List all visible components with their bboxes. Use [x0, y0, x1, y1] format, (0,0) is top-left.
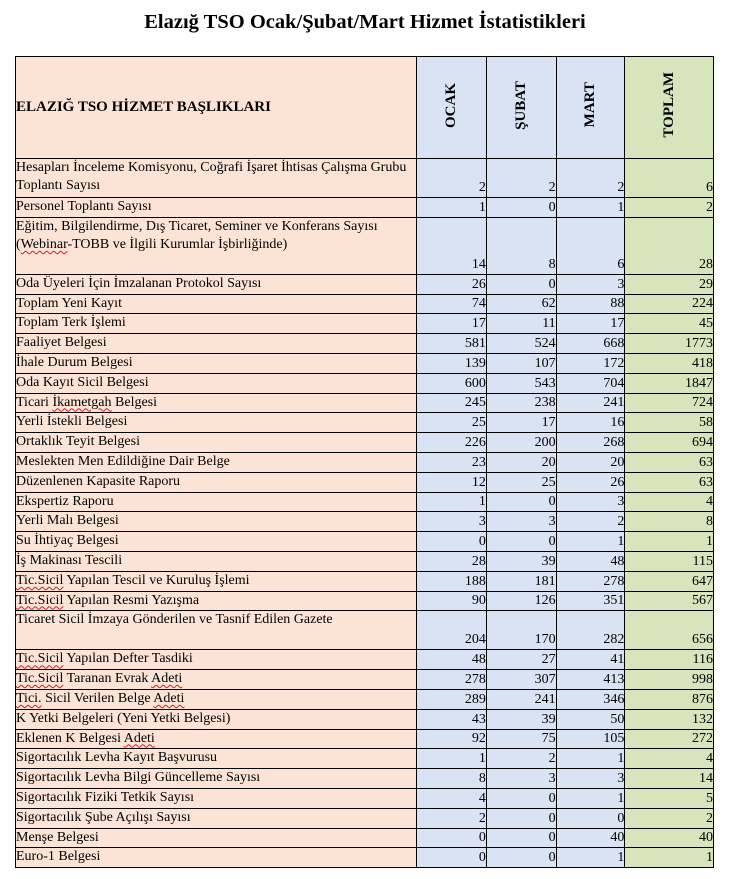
cell-ocak: 0: [417, 848, 487, 868]
cell-subat: 543: [486, 373, 556, 393]
row-label: Tic.Sicil Yapılan Resmi Yazışma: [16, 591, 417, 611]
cell-toplam: 4: [625, 749, 714, 769]
cell-ocak: 139: [417, 353, 487, 373]
table-row: [16, 334, 714, 354]
cell-mart: 1: [556, 749, 625, 769]
cell-mart: 1: [556, 198, 625, 218]
cell-subat: 0: [486, 198, 556, 218]
cell-toplam: 4: [625, 492, 714, 512]
cell-subat: 200: [486, 433, 556, 453]
table-row: [16, 433, 714, 453]
cell-ocak: 0: [417, 828, 487, 848]
cell-subat: 62: [486, 294, 556, 314]
cell-subat: 0: [486, 848, 556, 868]
cell-ocak: 188: [417, 571, 487, 591]
table-row: [16, 492, 714, 512]
cell-subat: 0: [486, 788, 556, 808]
cell-toplam: 647: [625, 571, 714, 591]
cell-toplam: 724: [625, 393, 714, 413]
cell-toplam: 58: [625, 413, 714, 433]
cell-subat: 238: [486, 393, 556, 413]
table-row: [16, 709, 714, 729]
cell-mart: 17: [556, 314, 625, 334]
row-label: Faaliyet Belgesi: [16, 334, 417, 354]
cell-toplam: 224: [625, 294, 714, 314]
table-row: [16, 788, 714, 808]
cell-mart: 20: [556, 452, 625, 472]
cell-subat: 2: [486, 749, 556, 769]
page-title: Elazığ TSO Ocak/Şubat/Mart Hizmet İstatistikleri: [144, 11, 586, 33]
cell-toplam: 998: [625, 670, 714, 690]
cell-subat: 0: [486, 828, 556, 848]
row-label: Tic.Sicil Yapılan Tescil ve Kuruluş İşlemi: [16, 571, 417, 591]
row-label: Ortaklık Teyit Belgesi: [16, 433, 417, 453]
row-label: Meslekten Men Edildiğine Dair Belge: [16, 452, 417, 472]
row-label: Euro-1 Belgesi: [16, 848, 417, 868]
cell-toplam: 115: [625, 551, 714, 571]
cell-ocak: 600: [417, 373, 487, 393]
cell-toplam: 2: [625, 198, 714, 218]
cell-subat: 170: [486, 611, 556, 650]
cell-toplam: 2: [625, 808, 714, 828]
table-row: [16, 650, 714, 670]
cell-mart: 351: [556, 591, 625, 611]
table-row: [16, 353, 714, 373]
cell-ocak: 17: [417, 314, 487, 334]
row-label: Su İhtiyaç Belgesi: [16, 532, 417, 552]
table-row: [16, 314, 714, 334]
cell-toplam: 876: [625, 689, 714, 709]
cell-subat: 0: [486, 492, 556, 512]
table-row: [16, 749, 714, 769]
cell-toplam: 14: [625, 769, 714, 789]
cell-toplam: 45: [625, 314, 714, 334]
cell-ocak: 278: [417, 670, 487, 690]
table-row: [16, 611, 714, 650]
cell-mart: 1: [556, 848, 625, 868]
row-label: Ticaret Sicil İmzaya Gönderilen ve Tasnif Edilen Gazete: [16, 611, 417, 650]
cell-toplam: 28: [625, 217, 714, 274]
cell-subat: 27: [486, 650, 556, 670]
row-label: Sigortacılık Levha Kayıt Başvurusu: [16, 749, 417, 769]
cell-toplam: 656: [625, 611, 714, 650]
table-row: [16, 551, 714, 571]
cell-subat: 524: [486, 334, 556, 354]
cell-subat: 3: [486, 512, 556, 532]
cell-toplam: 29: [625, 274, 714, 294]
row-label: Oda Kayıt Sicil Belgesi: [16, 373, 417, 393]
cell-mart: 278: [556, 571, 625, 591]
cell-toplam: 8: [625, 512, 714, 532]
cell-toplam: 272: [625, 729, 714, 749]
cell-toplam: 40: [625, 828, 714, 848]
cell-toplam: 6: [625, 159, 714, 198]
cell-mart: 268: [556, 433, 625, 453]
row-label: Toplam Yeni Kayıt: [16, 294, 417, 314]
header-ocak: [417, 57, 487, 159]
cell-mart: 413: [556, 670, 625, 690]
cell-ocak: 3: [417, 512, 487, 532]
row-label: K Yetki Belgeleri (Yeni Yetki Belgesi): [16, 709, 417, 729]
row-label: Ticari İkametgah Belgesi: [16, 393, 417, 413]
cell-ocak: 90: [417, 591, 487, 611]
cell-subat: 20: [486, 452, 556, 472]
cell-toplam: 1: [625, 848, 714, 868]
cell-toplam: 1847: [625, 373, 714, 393]
cell-subat: 181: [486, 571, 556, 591]
cell-mart: 40: [556, 828, 625, 848]
cell-mart: 41: [556, 650, 625, 670]
cell-mart: 1: [556, 532, 625, 552]
cell-toplam: 5: [625, 788, 714, 808]
table-row: [16, 393, 714, 413]
cell-mart: 16: [556, 413, 625, 433]
cell-mart: 2: [556, 159, 625, 198]
cell-mart: 105: [556, 729, 625, 749]
statistics-table: [15, 56, 714, 868]
header-toplam-label: TOPLAM: [660, 72, 677, 138]
cell-toplam: 63: [625, 472, 714, 492]
cell-subat: 0: [486, 808, 556, 828]
table-row: [16, 689, 714, 709]
row-label: Düzenlenen Kapasite Raporu: [16, 472, 417, 492]
cell-subat: 75: [486, 729, 556, 749]
cell-ocak: 23: [417, 452, 487, 472]
cell-mart: 241: [556, 393, 625, 413]
cell-ocak: 8: [417, 769, 487, 789]
row-label: Sigortacılık Levha Bilgi Güncelleme Sayısı: [16, 769, 417, 789]
cell-subat: 25: [486, 472, 556, 492]
cell-ocak: 2: [417, 159, 487, 198]
row-label: Ekspertiz Raporu: [16, 492, 417, 512]
cell-subat: 0: [486, 274, 556, 294]
row-label: Tici. Sicil Verilen Belge Adeti: [16, 689, 417, 709]
table-row: [16, 217, 714, 274]
cell-mart: 668: [556, 334, 625, 354]
cell-mart: 3: [556, 492, 625, 512]
cell-mart: 3: [556, 274, 625, 294]
table-row: [16, 512, 714, 532]
cell-ocak: 92: [417, 729, 487, 749]
header-row: [16, 57, 714, 159]
table-row: [16, 198, 714, 218]
cell-subat: 39: [486, 551, 556, 571]
header-subat-label: ŞUBAT: [512, 80, 529, 130]
row-label: İhale Durum Belgesi: [16, 353, 417, 373]
cell-subat: 11: [486, 314, 556, 334]
table-row: [16, 729, 714, 749]
cell-subat: 8: [486, 217, 556, 274]
header-ocak-label: OCAK: [442, 82, 459, 128]
row-label: Oda Üyeleri İçin İmzalanan Protokol Sayısı: [16, 274, 417, 294]
row-label: Menşe Belgesi: [16, 828, 417, 848]
cell-subat: 307: [486, 670, 556, 690]
cell-ocak: 14: [417, 217, 487, 274]
table-row: [16, 274, 714, 294]
row-label: Yerli İstekli Belgesi: [16, 413, 417, 433]
cell-toplam: 1: [625, 532, 714, 552]
cell-ocak: 581: [417, 334, 487, 354]
row-label: Yerli Malı Belgesi: [16, 512, 417, 532]
cell-mart: 282: [556, 611, 625, 650]
cell-ocak: 28: [417, 551, 487, 571]
cell-toplam: 132: [625, 709, 714, 729]
table-row: [16, 828, 714, 848]
table-row: [16, 159, 714, 198]
cell-mart: 3: [556, 769, 625, 789]
row-label: Tic.Sicil Taranan Evrak Adeti: [16, 670, 417, 690]
cell-subat: 0: [486, 532, 556, 552]
row-label: Toplam Terk İşlemi: [16, 314, 417, 334]
table-row: [16, 670, 714, 690]
header-subat: [486, 57, 556, 159]
cell-ocak: 25: [417, 413, 487, 433]
table-row: [16, 848, 714, 868]
row-label: Sigortacılık Fiziki Tetkik Sayısı: [16, 788, 417, 808]
row-label: Hesapları İnceleme Komisyonu, Coğrafi İşaret İhtisas Çalışma Grubu Toplantı Sayısı: [16, 159, 417, 198]
table-row: [16, 452, 714, 472]
cell-ocak: 226: [417, 433, 487, 453]
table-row: [16, 413, 714, 433]
cell-mart: 0: [556, 808, 625, 828]
cell-ocak: 4: [417, 788, 487, 808]
table-row: [16, 591, 714, 611]
cell-mart: 6: [556, 217, 625, 274]
row-label: İş Makinası Tescili: [16, 551, 417, 571]
header-mart-label: MART: [582, 82, 599, 128]
row-label: Tic.Sicil Yapılan Defter Tasdiki: [16, 650, 417, 670]
cell-mart: 26: [556, 472, 625, 492]
cell-subat: 241: [486, 689, 556, 709]
cell-ocak: 0: [417, 532, 487, 552]
cell-mart: 88: [556, 294, 625, 314]
cell-mart: 172: [556, 353, 625, 373]
cell-ocak: 26: [417, 274, 487, 294]
row-label: Eklenen K Belgesi Adeti: [16, 729, 417, 749]
cell-mart: 48: [556, 551, 625, 571]
cell-mart: 346: [556, 689, 625, 709]
cell-ocak: 289: [417, 689, 487, 709]
cell-subat: 17: [486, 413, 556, 433]
cell-mart: 50: [556, 709, 625, 729]
cell-ocak: 74: [417, 294, 487, 314]
cell-ocak: 245: [417, 393, 487, 413]
cell-subat: 3: [486, 769, 556, 789]
cell-ocak: 1: [417, 492, 487, 512]
cell-ocak: 43: [417, 709, 487, 729]
cell-ocak: 204: [417, 611, 487, 650]
cell-toplam: 1773: [625, 334, 714, 354]
cell-ocak: 48: [417, 650, 487, 670]
cell-toplam: 694: [625, 433, 714, 453]
cell-subat: 107: [486, 353, 556, 373]
table-row: [16, 294, 714, 314]
table-row: [16, 571, 714, 591]
cell-toplam: 63: [625, 452, 714, 472]
row-label: Sigortacılık Şube Açılışı Sayısı: [16, 808, 417, 828]
cell-toplam: 567: [625, 591, 714, 611]
header-toplam: [625, 57, 714, 159]
cell-ocak: 1: [417, 198, 487, 218]
cell-mart: 704: [556, 373, 625, 393]
table-row: [16, 532, 714, 552]
cell-toplam: 116: [625, 650, 714, 670]
table-row: [16, 472, 714, 492]
cell-mart: 1: [556, 788, 625, 808]
row-label: Personel Toplantı Sayısı: [16, 198, 417, 218]
cell-ocak: 1: [417, 749, 487, 769]
header-mart: [556, 57, 625, 159]
cell-toplam: 418: [625, 353, 714, 373]
header-services: ELAZIĞ TSO HİZMET BAŞLIKLARI: [16, 57, 417, 159]
cell-ocak: 12: [417, 472, 487, 492]
cell-subat: 39: [486, 709, 556, 729]
table-row: [16, 769, 714, 789]
row-label: Eğitim, Bilgilendirme, Dış Ticaret, Seminer ve Konferans Sayısı (Webinar-TOBB ve İlgili Kurumlar İşbirliğinde): [16, 217, 417, 274]
cell-subat: 126: [486, 591, 556, 611]
table-row: [16, 808, 714, 828]
table-row: [16, 373, 714, 393]
cell-mart: 2: [556, 512, 625, 532]
cell-subat: 2: [486, 159, 556, 198]
cell-ocak: 2: [417, 808, 487, 828]
